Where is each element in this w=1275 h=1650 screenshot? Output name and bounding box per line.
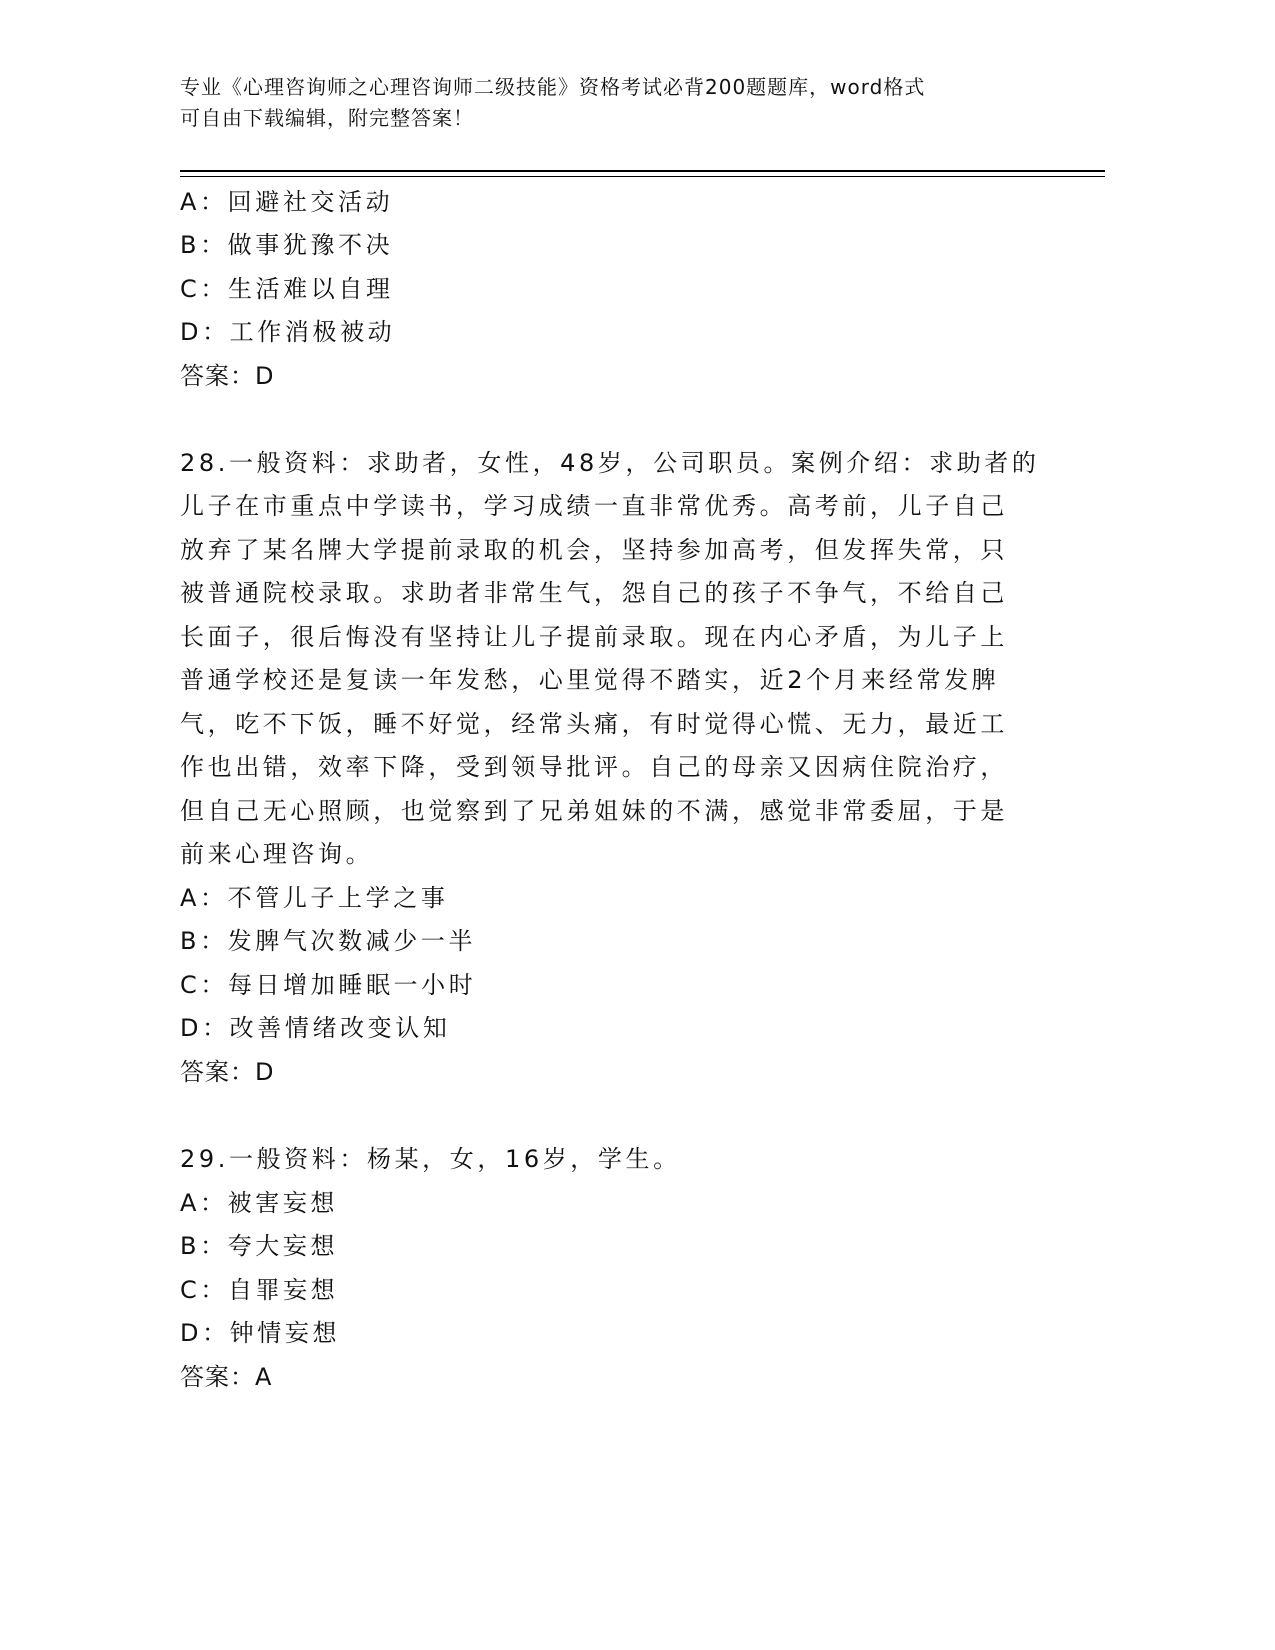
option-c: C：自罪妄想 <box>180 1276 339 1304</box>
option-b: B：夸大妄想 <box>180 1232 339 1260</box>
header-divider <box>180 170 1105 172</box>
question-stem-line: 被普通院校录取。求助者非常生气，怨自己的孩子不争气，不给自己 <box>180 579 1008 607</box>
option-c: C：生活难以自理 <box>180 275 394 303</box>
question-stem-line: 前来心理咨询。 <box>180 840 374 868</box>
option-d: D：钟情妄想 <box>180 1319 341 1347</box>
option-b: B：发脾气次数减少一半 <box>180 927 477 955</box>
question-stem-line: 长面子，很后悔没有坚持让儿子提前录取。现在内心矛盾，为儿子上 <box>180 623 1008 651</box>
question-stem-line: 放弃了某名牌大学提前录取的机会，坚持参加高考，但发挥失常，只 <box>180 536 1008 564</box>
option-c: C：每日增加睡眠一小时 <box>180 971 477 999</box>
question-stem-line: 普通学校还是复读一年发愁，心里觉得不踏实，近2个月来经常发脾 <box>180 666 1000 694</box>
question-stem-line: 气，吃不下饭，睡不好觉，经常头痛，有时觉得心慌、无力，最近工 <box>180 710 1008 738</box>
header-divider <box>180 176 1105 177</box>
header-line: 专业《心理咨询师之心理咨询师二级技能》资格考试必背200题题库，word格式 <box>180 75 926 99</box>
option-d: D：工作消极被动 <box>180 318 396 346</box>
option-a: A：回避社交活动 <box>180 188 394 216</box>
option-b: B：做事犹豫不决 <box>180 231 394 259</box>
question-stem-line: 作也出错，效率下降，受到领导批评。自己的母亲又因病住院治疗， <box>180 753 1008 781</box>
answer: 答案：D <box>180 362 275 390</box>
answer: 答案：A <box>180 1363 273 1391</box>
option-a: A：不管儿子上学之事 <box>180 884 449 912</box>
answer: 答案：D <box>180 1058 275 1086</box>
option-a: A：被害妄想 <box>180 1189 339 1217</box>
header-line: 可自由下载编辑，附完整答案！ <box>180 106 474 130</box>
question-stem-line: 但自己无心照顾，也觉察到了兄弟姐妹的不满，感觉非常委屈，于是 <box>180 797 1008 825</box>
question-stem-line: 29.一般资料：杨某，女，16岁，学生。 <box>180 1145 681 1173</box>
question-stem-line: 28.一般资料：求助者，女性，48岁，公司职员。案例介绍：求助者的 <box>180 449 1040 477</box>
question-stem-line: 儿子在市重点中学读书，学习成绩一直非常优秀。高考前，儿子自己 <box>180 492 1008 520</box>
option-d: D：改善情绪改变认知 <box>180 1014 451 1042</box>
